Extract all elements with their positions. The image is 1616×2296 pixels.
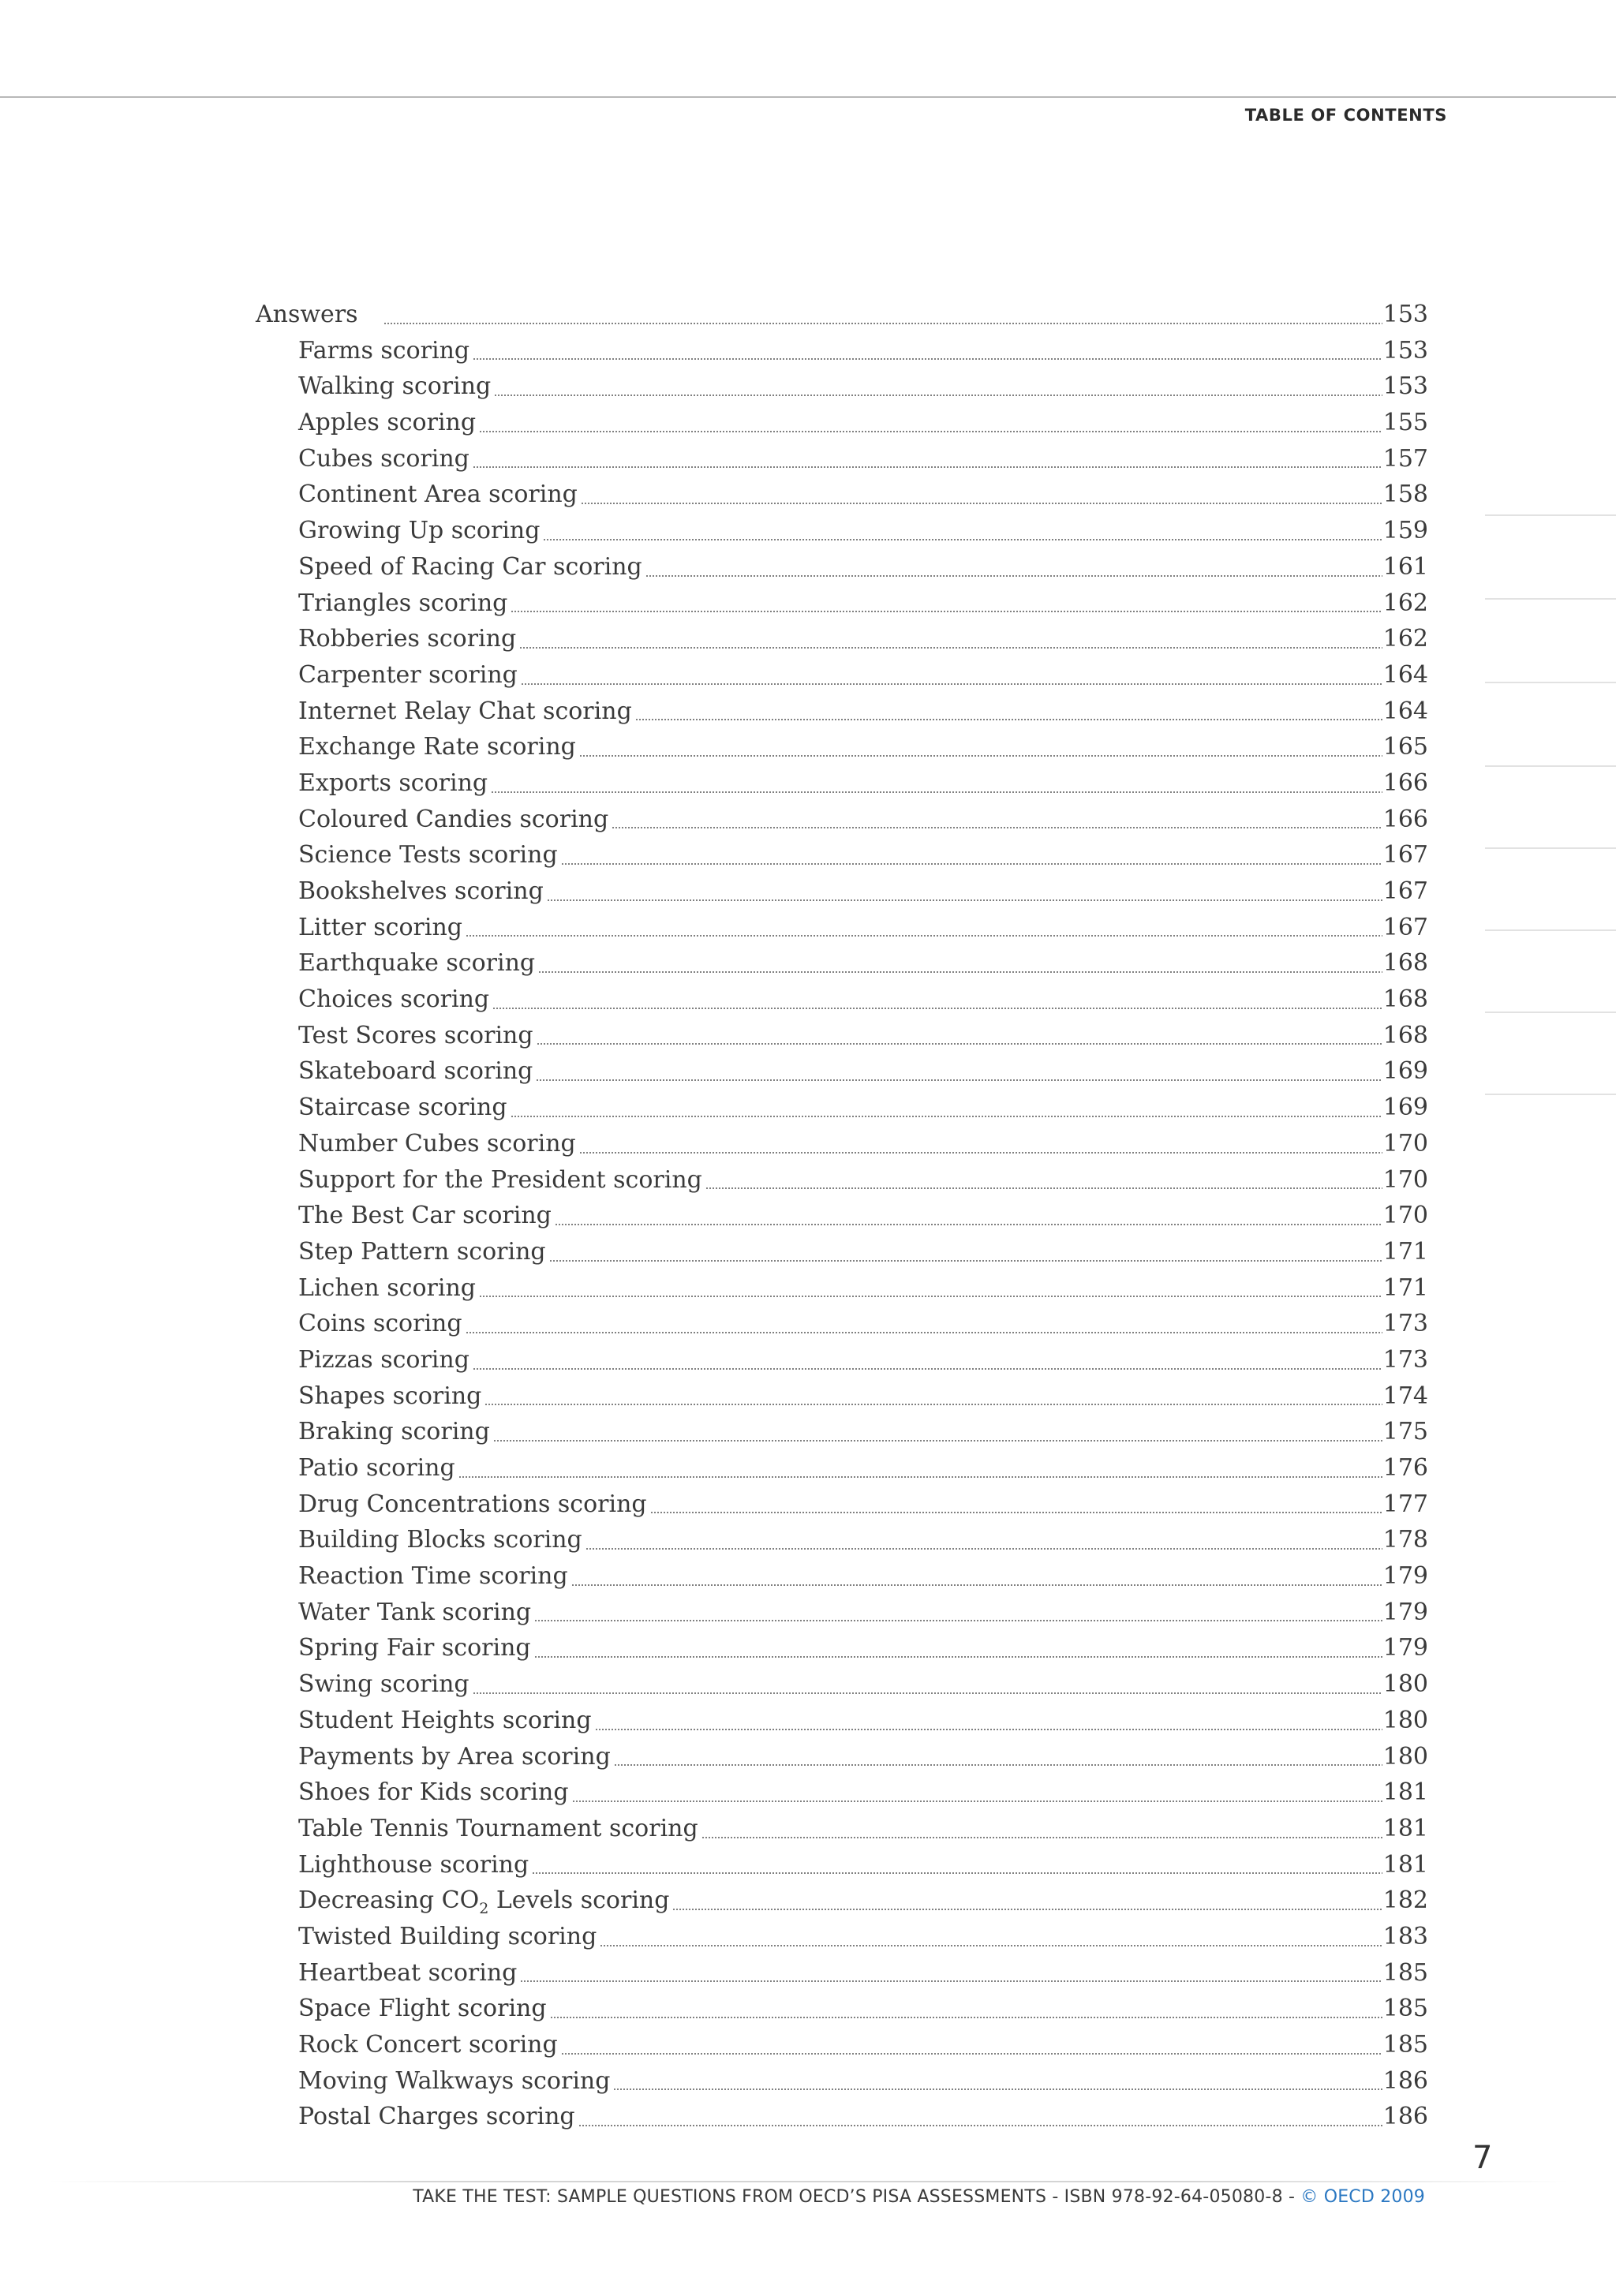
dot-leader [579,755,1382,757]
toc-entry[interactable] [256,1018,1428,1054]
toc-entry[interactable] [256,1270,1428,1307]
toc-entry-title: Spring Fair scoring [298,1634,531,1662]
toc-entry-title: Twisted Building scoring [298,1922,597,1950]
toc-entry-title: Lighthouse scoring [298,1850,529,1879]
toc-entry-page: 167 [1382,841,1428,869]
dot-leader [466,1332,1382,1333]
toc-entry-page: 180 [1382,1742,1428,1771]
toc-entry-page: 162 [1382,589,1428,617]
toc-entry-title: Water Tank scoring [298,1598,532,1626]
toc-entry-page: 176 [1382,1454,1428,1482]
toc-entry-page: 159 [1382,517,1428,545]
toc-entry-answers[interactable] [256,297,1428,333]
toc-entry-page: 161 [1382,552,1428,581]
dot-leader [511,1116,1382,1117]
toc-entry-title: Apples scoring [298,409,477,437]
toc-entry-title: Exchange Rate scoring [298,733,576,761]
footer-rule [47,2181,1570,2182]
table-of-contents [256,297,1428,2135]
toc-entry-title: Farms scoring [298,336,470,365]
toc-entry-title: The Best Car scoring [298,1202,552,1230]
toc-entry-page: 180 [1382,1670,1428,1699]
toc-entry[interactable] [256,729,1428,765]
toc-entry-page: 167 [1382,877,1428,905]
toc-entry-page: 153 [1382,336,1428,365]
toc-entry[interactable] [256,513,1428,549]
dot-leader [672,1909,1382,1910]
dot-leader [479,431,1382,432]
toc-entry-title: Number Cubes scoring [298,1129,576,1157]
toc-entry-page: 185 [1382,1995,1428,2023]
header-rule [0,96,1616,98]
toc-entry-title: Science Tests scoring [298,841,558,869]
toc-entry-page: 167 [1382,913,1428,941]
toc-entry[interactable] [256,873,1428,910]
toc-entry-title: Space Flight scoring [298,1995,547,2023]
page-number: 7 [1472,2140,1493,2176]
toc-entry-page: 179 [1382,1634,1428,1662]
toc-entry[interactable] [256,1378,1428,1415]
toc-entry-title: Support for the President scoring [298,1165,702,1194]
toc-entry[interactable] [256,1234,1428,1270]
dot-leader [466,935,1382,937]
dot-leader [612,827,1382,828]
dot-leader [578,2125,1382,2126]
dot-leader [561,2053,1382,2055]
toc-entry-page: 168 [1382,1021,1428,1049]
toc-entry-title: Growing Up scoring [298,517,541,545]
dot-leader [538,971,1382,973]
toc-entry[interactable] [256,765,1428,802]
toc-entry-page: 158 [1382,481,1428,509]
dot-leader [473,358,1382,360]
toc-entry[interactable] [256,837,1428,873]
toc-entry-title: Postal Charges scoring [298,2103,575,2131]
toc-entry-page: 170 [1382,1129,1428,1157]
toc-entry-title: Payments by Area scoring [298,1742,611,1771]
toc-entry[interactable] [256,694,1428,730]
dot-leader [572,1801,1382,1802]
dot-leader [492,1008,1382,1009]
toc-entry-title: Continent Area scoring [298,481,578,509]
toc-entry-page: 173 [1382,1310,1428,1338]
toc-entry-page: 162 [1382,625,1428,653]
toc-entry-title: Shapes scoring [298,1382,482,1410]
toc-entry-page: 166 [1382,768,1428,797]
toc-entry-page: 174 [1382,1382,1428,1410]
toc-entry[interactable] [256,802,1428,838]
toc-entry[interactable] [256,1666,1428,1703]
toc-entry-title: Coins scoring [298,1310,462,1338]
toc-entry[interactable] [256,2063,1428,2100]
toc-entry-title-part: Decreasing CO [298,1887,480,1915]
dot-leader [561,863,1382,865]
footer-text: TAKE THE TEST: SAMPLE QUESTIONS FROM OECD’S PISA ASSESSMENTS - ISBN 978-92-64-05080-8 - [413,2187,1301,2207]
toc-entry[interactable] [256,333,1428,369]
side-tab-divider [1485,682,1616,683]
dot-leader [520,1980,1382,1982]
footer [413,2187,1425,2207]
dot-leader [537,1043,1382,1045]
toc-entry-page: 170 [1382,1165,1428,1194]
toc-entry-page: 186 [1382,2066,1428,2095]
toc-entry-title: Table Tennis Tournament scoring [298,1814,698,1842]
toc-entry-page: 178 [1382,1526,1428,1554]
side-tab-divider [1485,1094,1616,1095]
toc-entry-title: Step Pattern scoring [298,1237,546,1266]
dot-leader [521,683,1382,685]
toc-entry[interactable] [256,1883,1428,1919]
toc-entry-page: 153 [1382,372,1428,401]
toc-entry-page: 164 [1382,697,1428,725]
dot-leader [635,719,1382,720]
toc-entry-title: Heartbeat scoring [298,1958,518,1987]
toc-entry-page: 177 [1382,1490,1428,1518]
toc-entry-page: 169 [1382,1094,1428,1122]
toc-entry-title: Earthquake scoring [298,949,536,978]
toc-entry-title: Rock Concert scoring [298,2031,558,2059]
dot-leader [493,1440,1382,1442]
toc-entry-title: Choices scoring [298,985,490,1014]
toc-entry-title: Robberies scoring [298,625,517,653]
dot-leader [491,791,1382,793]
toc-entry[interactable] [256,1558,1428,1595]
toc-entry-title: Coloured Candies scoring [298,805,609,833]
dot-leader [595,1729,1382,1730]
toc-entry-title: Speed of Racing Car scoring [298,552,642,581]
dot-leader [473,1692,1382,1694]
toc-entry[interactable] [256,1811,1428,1847]
dot-leader [614,1764,1382,1766]
toc-entry[interactable] [256,945,1428,982]
toc-entry-title: Patio scoring [298,1454,455,1482]
toc-entry-title: Exports scoring [298,768,488,797]
toc-entry[interactable] [256,1595,1428,1631]
toc-entry[interactable] [256,477,1428,513]
toc-entry-title: Bookshelves scoring [298,877,544,905]
toc-entry[interactable] [256,405,1428,441]
side-tab-divider [1485,1012,1616,1013]
dot-leader [705,1187,1382,1189]
dot-leader [484,1404,1382,1405]
toc-entry-title: Test Scores scoring [298,1021,533,1049]
dot-leader [494,395,1382,396]
toc-entry-page: 165 [1382,733,1428,761]
dot-leader [536,1079,1382,1081]
dot-leader [547,899,1382,901]
toc-entry-title: Drug Concentrations scoring [298,1490,647,1518]
toc-entry[interactable] [256,368,1428,405]
side-tab-divider [1485,765,1616,767]
dot-leader [549,1260,1382,1262]
toc-entry[interactable] [256,2099,1428,2135]
toc-entry-title: Internet Relay Chat scoring [298,697,632,725]
toc-entry[interactable] [256,1774,1428,1811]
toc-entry-list [256,333,1428,2135]
toc-entry-page: 183 [1382,1922,1428,1950]
toc-entry[interactable] [256,1919,1428,1955]
toc-entry[interactable] [256,621,1428,657]
toc-entry-page: 180 [1382,1706,1428,1734]
toc-entry[interactable] [256,585,1428,622]
toc-entry[interactable] [256,1414,1428,1450]
toc-entry[interactable] [256,982,1428,1018]
toc-entry-title: Answers [256,301,358,328]
toc-entry[interactable] [256,1486,1428,1523]
toc-entry[interactable] [256,1847,1428,1883]
section-label: TABLE OF CONTENTS [1244,106,1447,125]
toc-entry-title: Swing scoring [298,1670,469,1699]
toc-entry-page: 171 [1382,1273,1428,1302]
dot-leader [579,1152,1382,1154]
toc-entry[interactable] [256,441,1428,477]
toc-entry-page: 181 [1382,1850,1428,1879]
dot-leader [511,611,1382,612]
toc-entry[interactable] [256,1053,1428,1090]
toc-entry-title: Cubes scoring [298,444,469,473]
side-tab-divider [1485,847,1616,849]
toc-entry-page: 179 [1382,1562,1428,1591]
dot-leader [532,1872,1382,1874]
side-tab-divider [1485,598,1616,600]
toc-entry-page: 155 [1382,409,1428,437]
toc-entry[interactable] [256,2027,1428,2063]
toc-entry[interactable] [256,1703,1428,1739]
toc-entry[interactable] [256,1342,1428,1378]
dot-leader [613,2088,1382,2090]
toc-entry-title: Reaction Time scoring [298,1562,568,1591]
toc-entry-title: Building Blocks scoring [298,1526,582,1554]
toc-entry-title: Moving Walkways scoring [298,2066,611,2095]
toc-entry-page: 170 [1382,1202,1428,1230]
dot-leader [479,1296,1382,1297]
dot-leader [701,1837,1382,1838]
toc-entry-page: 168 [1382,985,1428,1014]
toc-entry[interactable] [256,1450,1428,1486]
toc-entry-title: Walking scoring [298,372,492,401]
subscript: 2 [479,1900,489,1918]
toc-entry[interactable] [256,657,1428,694]
dot-leader [473,466,1382,468]
toc-entry-title [298,1883,669,1922]
toc-entry-page: 168 [1382,949,1428,978]
toc-entry-page: 179 [1382,1598,1428,1626]
toc-entry-page: 166 [1382,805,1428,833]
dot-leader [473,1368,1382,1370]
toc-entry[interactable] [256,549,1428,585]
dot-leader [458,1476,1382,1478]
toc-entry[interactable] [256,1522,1428,1558]
dot-leader [650,1512,1382,1513]
toc-entry-title: Litter scoring [298,913,462,941]
toc-entry-title: Braking scoring [298,1418,490,1446]
toc-entry[interactable] [256,1630,1428,1666]
side-tab-divider [1485,514,1616,516]
footer-copyright: © OECD 2009 [1300,2187,1425,2207]
dot-leader [519,647,1382,649]
toc-entry-title: Pizzas scoring [298,1345,469,1374]
toc-entry-page: 157 [1382,444,1428,473]
dot-leader [585,1548,1382,1550]
toc-entry[interactable] [256,1090,1428,1126]
toc-entry[interactable] [256,1955,1428,1991]
dot-leader [534,1656,1382,1658]
toc-entry[interactable] [256,1126,1428,1162]
toc-entry[interactable] [256,910,1428,946]
dot-leader [555,1224,1382,1225]
toc-entry-title: Shoes for Kids scoring [298,1778,569,1807]
toc-entry[interactable] [256,1198,1428,1234]
toc-entry-title: Student Heights scoring [298,1706,592,1734]
toc-entry-page: 181 [1382,1814,1428,1842]
dot-leader [383,323,1382,324]
toc-entry-title: Lichen scoring [298,1273,476,1302]
dot-leader [550,2017,1382,2018]
toc-entry-title: Carpenter scoring [298,660,518,689]
toc-entry[interactable] [256,1739,1428,1775]
dot-leader [534,1620,1382,1621]
dot-leader [571,1584,1382,1586]
toc-entry-page: 185 [1382,1958,1428,1987]
toc-entry-page: 171 [1382,1237,1428,1266]
toc-entry[interactable] [256,1306,1428,1342]
toc-entry-page: 182 [1382,1887,1428,1915]
toc-entry-title: Triangles scoring [298,589,508,617]
toc-entry-page: 185 [1382,2031,1428,2059]
side-tab-divider [1485,929,1616,931]
toc-entry-page: 186 [1382,2103,1428,2131]
toc-entry-page: 173 [1382,1345,1428,1374]
toc-entry-title-part: Levels scoring [488,1887,670,1915]
toc-entry[interactable] [256,1991,1428,2027]
toc-entry-page: 153 [1382,301,1428,328]
toc-entry-title: Skateboard scoring [298,1057,533,1086]
toc-entry-page: 181 [1382,1778,1428,1807]
dot-leader [581,503,1382,504]
toc-entry-page: 169 [1382,1057,1428,1086]
toc-entry-page: 175 [1382,1418,1428,1446]
dot-leader [543,539,1382,540]
toc-entry-page: 164 [1382,660,1428,689]
dot-leader [645,575,1382,577]
toc-entry[interactable] [256,1162,1428,1198]
dot-leader [600,1945,1382,1946]
toc-entry-title: Staircase scoring [298,1094,507,1122]
